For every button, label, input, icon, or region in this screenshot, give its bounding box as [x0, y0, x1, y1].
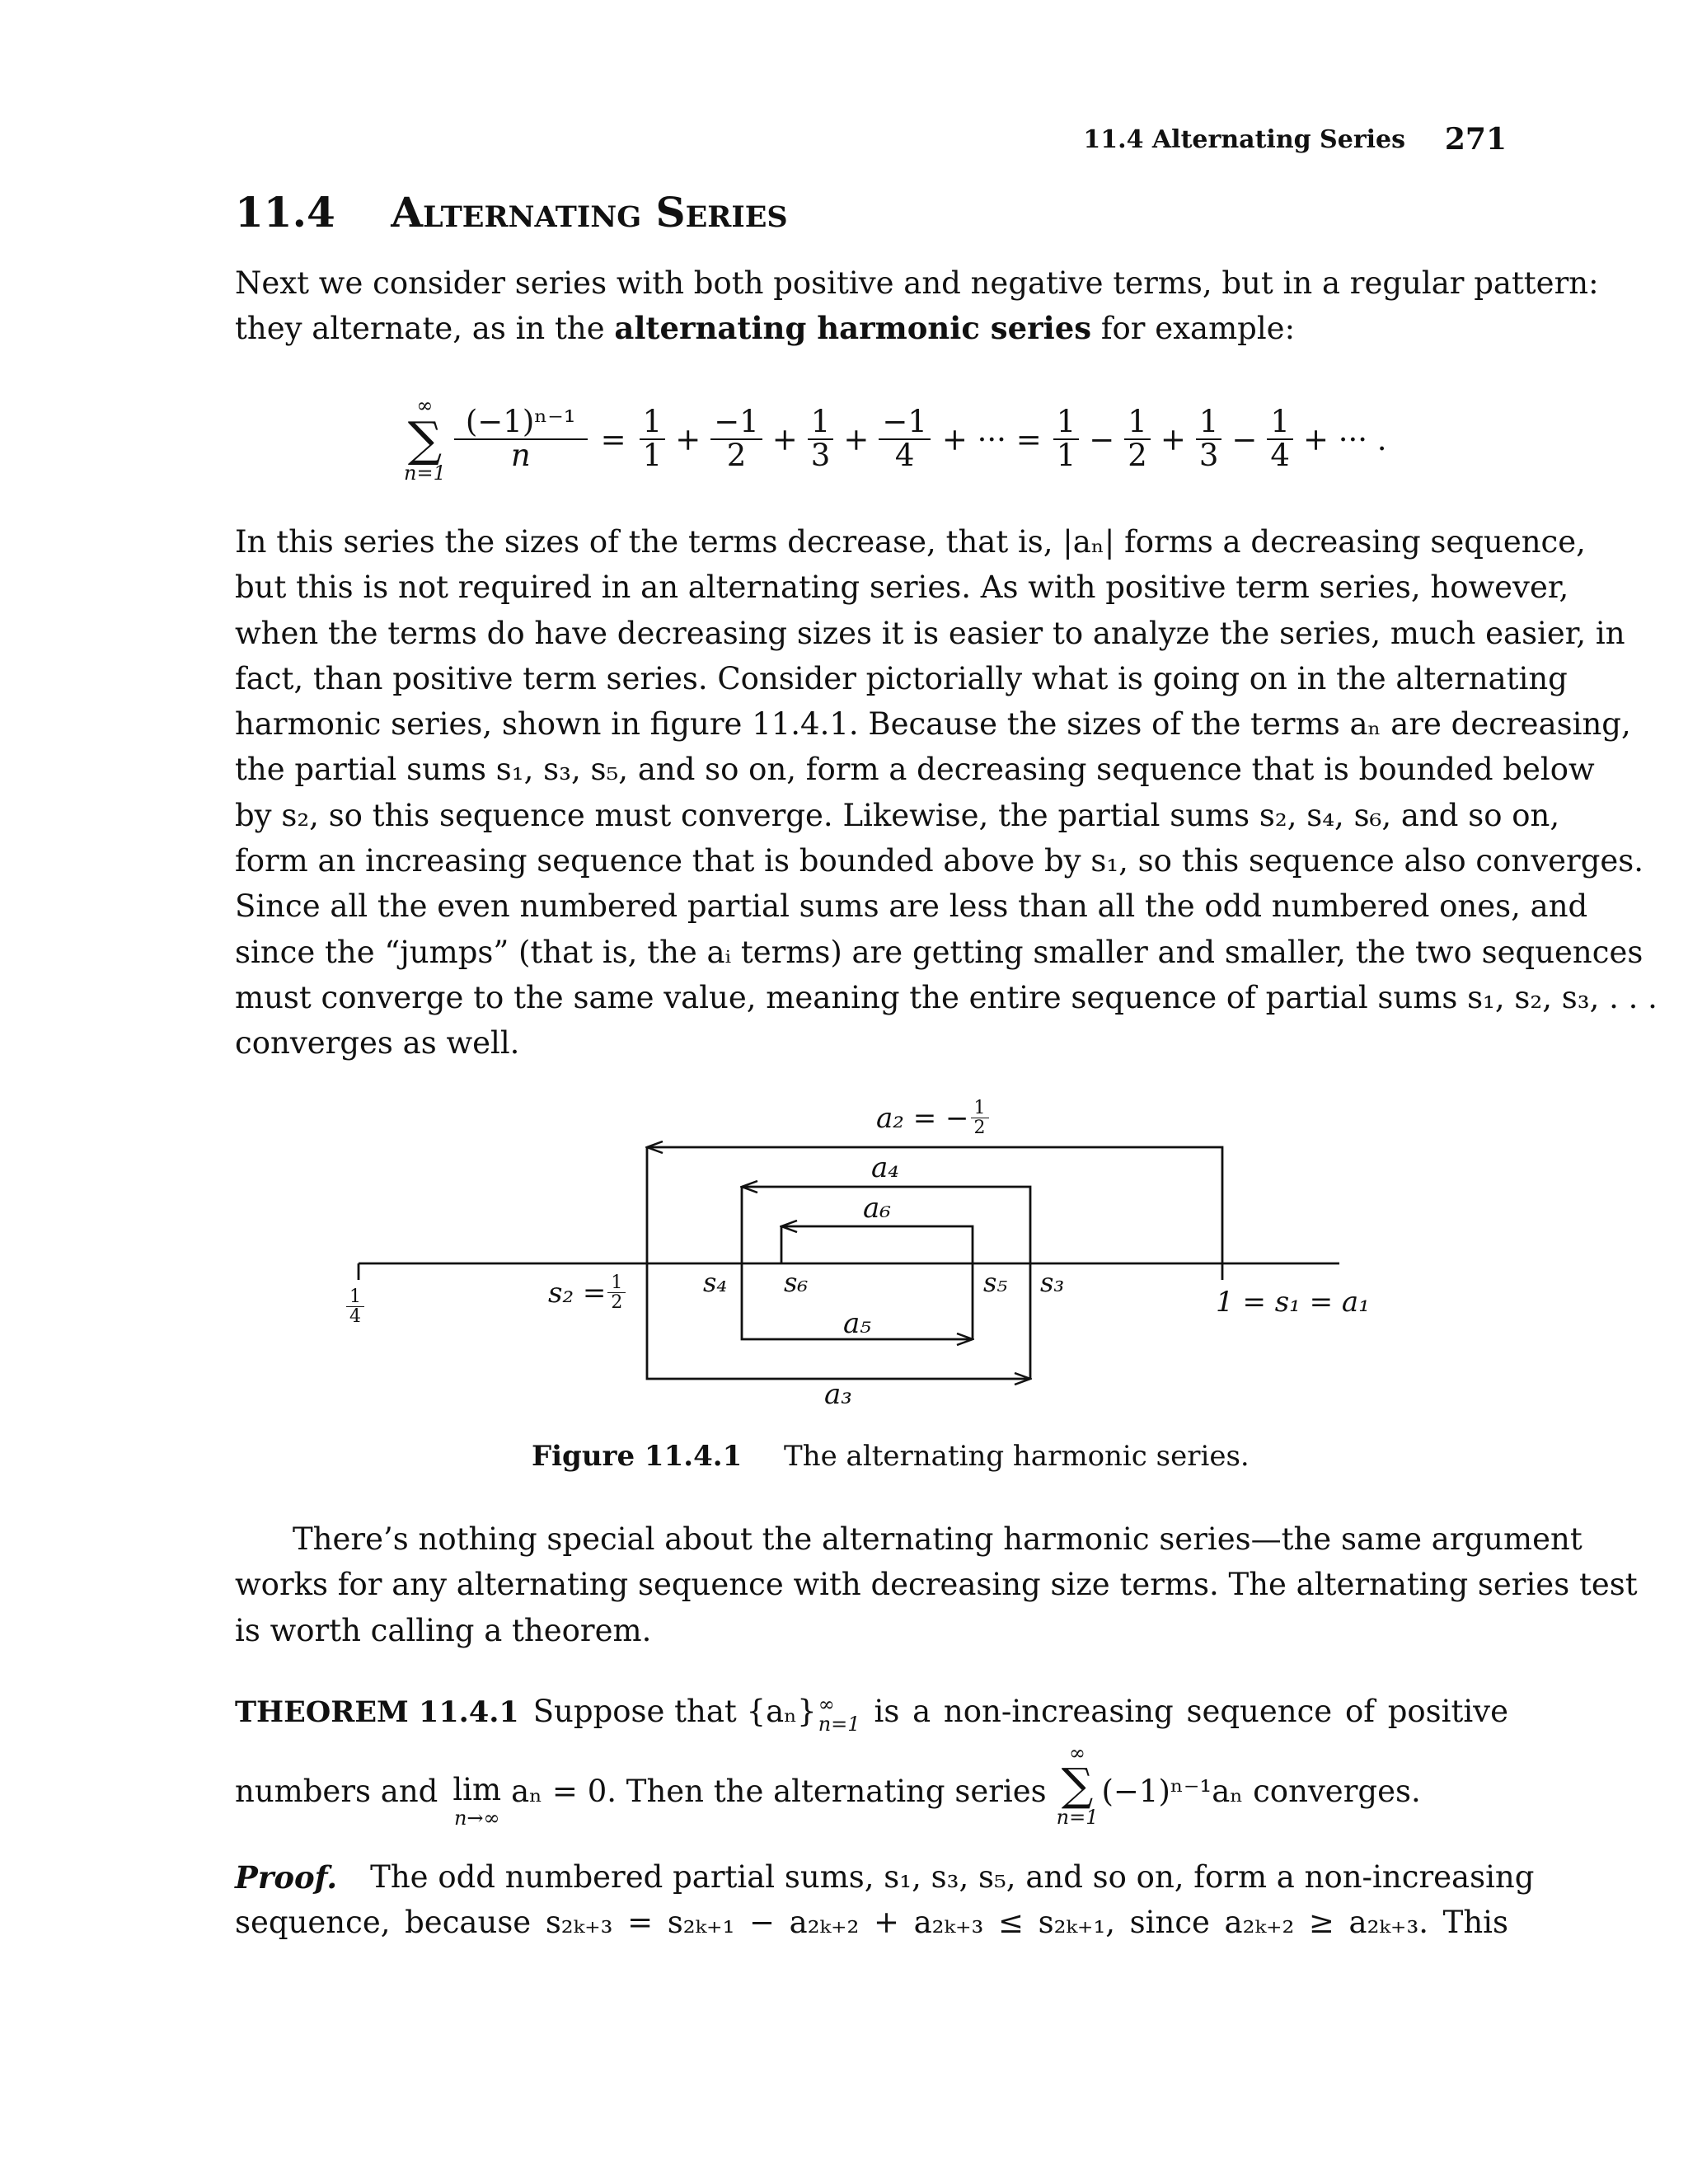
paragraph-3 [235, 1516, 1638, 1653]
operator: + ··· . [1302, 421, 1387, 457]
intro-line-2 [235, 306, 1508, 351]
intro-line-1: Next we consider series with both positive and negative terms, but in a regular pattern: [235, 265, 1599, 301]
label-s1: 1 = s₁ = a₁ [1216, 1286, 1370, 1319]
limit-text: lim [452, 1772, 502, 1807]
section-heading [235, 188, 788, 237]
term-numerator: 1 [1267, 406, 1293, 440]
term-fraction [1053, 406, 1080, 472]
paragraph-line: converges as well. [235, 1025, 520, 1062]
running-header-section: 11.4 Alternating Series [1083, 125, 1405, 154]
lead-numerator: (−1)ⁿ⁻¹ [454, 406, 588, 440]
term-denominator: 4 [1270, 438, 1290, 473]
operator: + [843, 421, 870, 457]
term-denominator: 1 [642, 438, 663, 473]
label-s5: s₅ [983, 1267, 1008, 1298]
paragraph-line: In this series the sizes of the terms decrease, that is, |aₙ| forms a decreasing sequence, [235, 524, 1586, 560]
label-a3: a₃ [824, 1378, 852, 1411]
label-s3: s₃ [1040, 1267, 1065, 1298]
paragraph-line: form an increasing sequence that is bounded above by s₁, so this sequence also converges. [235, 843, 1644, 879]
theorem-line-2-b: aₙ = 0. Then the alternating series [511, 1774, 1047, 1809]
label-s2 [548, 1273, 627, 1312]
theorem-line-1-b: is a non-increasing sequence of positive [874, 1694, 1508, 1729]
sum-upper-limit: ∞ [416, 394, 434, 417]
label-a6: a₆ [863, 1192, 891, 1225]
term-numerator: 1 [808, 406, 834, 440]
operator: + ··· = [941, 421, 1042, 457]
figure-caption-label: Figure 11.4.1 [532, 1440, 743, 1473]
theorem-line-1-a [533, 1694, 860, 1734]
equation-alternating-harmonic [404, 386, 1387, 493]
label-s2-text: s₂ = [548, 1276, 607, 1310]
term-denominator: 2 [1128, 438, 1147, 473]
sigma-glyph: ∑ [407, 411, 443, 467]
limit-operator [452, 1774, 501, 1829]
theorem-line-2 [235, 1743, 1421, 1829]
term-denominator: 3 [810, 438, 831, 473]
jump-a6 [781, 1226, 973, 1339]
label-a2-fraction [971, 1099, 989, 1137]
paragraph-line: by s₂, so this sequence must converge. Likewise, the partial sums s₂, s₄, s₆, and so on, [235, 797, 1560, 833]
theorem-line-2-c: (−1)ⁿ⁻¹aₙ converges. [1101, 1774, 1421, 1809]
fraction-numerator: 1 [607, 1273, 626, 1293]
page-number: 271 [1444, 122, 1507, 157]
paragraph-line: harmonic series, shown in figure 11.4.1. Because the sizes of the terms aₙ are decreasing, [235, 706, 1631, 743]
theorem-sum-upper: ∞ [1069, 1741, 1086, 1765]
theorem-set-sup: ∞ [818, 1692, 835, 1716]
theorem-set-sub: n=1 [818, 1712, 860, 1736]
fraction-denominator: 2 [973, 1118, 986, 1139]
term-fraction [710, 406, 762, 472]
fraction-denominator: 2 [611, 1292, 623, 1314]
sigma-glyph: ∑ [1061, 1759, 1094, 1811]
paragraph-line: when the terms do have decreasing sizes it is easier to analyze the series, much easier, in [235, 615, 1625, 651]
term-numerator: 1 [1124, 406, 1151, 440]
theorem-sum-symbol [1057, 1743, 1099, 1827]
term-numerator: −1 [710, 406, 762, 440]
label-s4: s₄ [703, 1267, 728, 1298]
figure-caption-text: The alternating harmonic series. [784, 1440, 1250, 1473]
sum-lower-limit: n=1 [404, 462, 446, 485]
proof-line-1-text: The odd numbered partial sums, s₁, s₃, s₅, and so on, form a non-increasing [370, 1859, 1535, 1895]
intro-line-2-after: for example: [1100, 311, 1296, 347]
term-fraction [808, 406, 834, 472]
term-numerator: 1 [1196, 406, 1222, 440]
term-numerator: −1 [879, 406, 931, 440]
paragraph-line: Since all the even numbered partial sums are less than all the odd numbered ones, and [235, 888, 1588, 925]
term-alternating-harmonic-series: alternating harmonic series [614, 310, 1092, 347]
operator: + [675, 421, 701, 457]
paragraph-line: is worth calling a theorem. [235, 1612, 652, 1648]
term-fraction [1124, 406, 1151, 472]
label-one-quarter [346, 1287, 364, 1326]
paragraph-line: fact, than positive term series. Consider pictorially what is going on in the alternating [235, 660, 1568, 696]
term-denominator: 1 [1056, 438, 1076, 473]
term-numerator: 1 [1053, 406, 1080, 440]
term-denominator: 3 [1198, 438, 1219, 473]
theorem-line-1 [235, 1694, 1508, 1734]
running-header [1055, 122, 1517, 163]
paragraph-line: the partial sums s₁, s₃, s₅, and so on, form a decreasing sequence that is bounded below [235, 752, 1595, 788]
paragraph-2 [235, 519, 1658, 1066]
fraction-denominator: 4 [349, 1306, 361, 1328]
theorem-line-2-a: numbers and [235, 1774, 438, 1809]
figure-caption [532, 1440, 1250, 1473]
operator: + [1160, 421, 1186, 457]
fraction-numerator: 1 [346, 1287, 364, 1307]
operator: − [1231, 421, 1258, 457]
section-number: 11.4 [235, 188, 335, 237]
theorem-set-text: Suppose that {aₙ} [532, 1694, 817, 1729]
term-numerator: 1 [640, 406, 666, 440]
label-a4: a₄ [871, 1151, 899, 1184]
proof-line-2-text: sequence, because s₂ₖ₊₃ = s₂ₖ₊₁ − a₂ₖ₊₂ + a₂ₖ₊₃ ≤ s₂ₖ₊₁, since a₂ₖ₊₂ ≥ a₂ₖ₊₃. This [235, 1905, 1508, 1940]
limit-subscript: n→∞ [453, 1806, 500, 1830]
section-title: Alternating Series [391, 188, 788, 237]
theorem-sum-lower: n=1 [1056, 1806, 1099, 1829]
term-fraction [640, 406, 666, 472]
paragraph-line: works for any alternating sequence with decreasing size terms. The alternating series test [235, 1567, 1638, 1603]
jump-a2 [647, 1147, 1222, 1263]
theorem-label: THEOREM 11.4.1 [235, 1695, 519, 1729]
intro-line-2-before: they alternate, as in the [235, 311, 605, 347]
lead-denominator: n [510, 438, 531, 473]
sum-symbol [404, 396, 446, 483]
proof-line-2 [235, 1905, 1508, 1940]
term-denominator: 4 [894, 438, 915, 473]
label-a5: a₅ [843, 1307, 871, 1340]
paragraph-line: since the “jumps” (that is, the aᵢ terms) are getting smaller and smaller, the two sequences [235, 934, 1643, 970]
paragraph-line: must converge to the same value, meaning the entire sequence of partial sums s₁, s₂, s₃, . . . [235, 979, 1658, 1015]
intro-paragraph [235, 260, 1599, 352]
equals-sign: = [600, 421, 626, 457]
operator: + [771, 421, 798, 457]
label-a2 [876, 1099, 991, 1137]
term-denominator: 2 [726, 438, 747, 473]
fraction-numerator: 1 [971, 1099, 989, 1118]
theorem-set-limits [818, 1694, 860, 1734]
proof-label: Proof. [235, 1859, 338, 1896]
term-fraction [1196, 406, 1222, 472]
operator: − [1089, 421, 1115, 457]
term-fraction [1267, 406, 1293, 472]
paragraph-line: There’s nothing special about the alternating harmonic series—the same argument [293, 1521, 1582, 1557]
lead-fraction [454, 406, 588, 472]
proof-line-1 [235, 1859, 1535, 1896]
label-s6: s₆ [784, 1267, 809, 1298]
label-a2-text: a₂ = − [876, 1101, 969, 1135]
term-fraction [879, 406, 931, 472]
paragraph-line: but this is not required in an alternating series. As with positive term series, however, [235, 569, 1569, 606]
label-s2-fraction [607, 1273, 626, 1312]
